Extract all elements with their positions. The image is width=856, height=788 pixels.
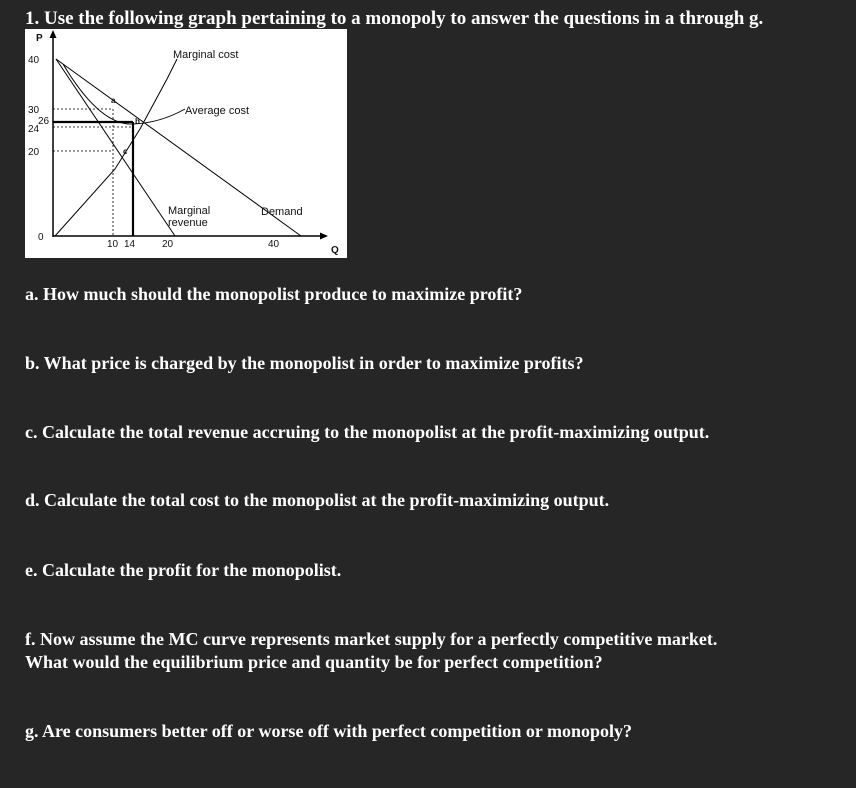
demand-label: Demand — [261, 206, 303, 218]
monopoly-graph — [25, 29, 347, 258]
x-tick-10: 10 — [107, 239, 119, 250]
marginal-revenue-label-1: Marginal — [168, 205, 211, 217]
y-tick-0: 0 — [38, 232, 44, 243]
question-e: e. Calculate the profit for the monopolist. — [25, 560, 342, 580]
question-d: d. Calculate the total cost to the monopolist at the profit-maximizing output. — [25, 490, 610, 510]
point-b-label: b — [135, 117, 140, 126]
question-c: c. Calculate the total revenue accruing to the monopolist at the profit-maximizing output. — [25, 422, 710, 442]
y-tick-24: 24 — [28, 124, 40, 135]
y-tick-26: 26 — [38, 116, 50, 127]
question-f-line1: f. Now assume the MC curve represents market supply for a perfectly competitive market. — [25, 629, 718, 649]
marginal-revenue-curve — [56, 59, 175, 236]
marginal-cost-label: Marginal cost — [173, 49, 239, 61]
x-tick-14: 14 — [124, 239, 136, 250]
x-tick-40: 40 — [268, 239, 280, 250]
y-tick-40: 40 — [28, 55, 40, 66]
y-tick-30: 30 — [28, 105, 40, 116]
average-cost-label: Average cost — [185, 105, 250, 117]
page-title: 1. Use the following graph pertaining to a monopoly to answer the questions in a through g. — [25, 8, 764, 29]
y-axis-arrow — [50, 30, 57, 38]
average-cost-curve — [63, 64, 185, 124]
question-b: b. What price is charged by the monopolist in order to maximize profits? — [25, 353, 584, 373]
question-f-line2: What would the equilibrium price and quantity be for perfect competition? — [25, 652, 603, 672]
y-tick-20: 20 — [28, 147, 40, 158]
axis-label-q: Q — [331, 245, 339, 256]
marginal-revenue-label-2: revenue — [168, 217, 208, 229]
x-axis-arrow — [320, 233, 328, 240]
question-a: a. How much should the monopolist produce to maximize profit? — [25, 284, 523, 304]
point-c-label: c — [123, 147, 128, 156]
monopoly-graph-svg — [25, 29, 347, 258]
point-a-label: a — [111, 96, 116, 105]
axis-label-p: P — [36, 33, 43, 44]
question-g: g. Are consumers better off or worse off with perfect competition or monopoly? — [25, 721, 633, 741]
x-tick-20: 20 — [162, 239, 174, 250]
